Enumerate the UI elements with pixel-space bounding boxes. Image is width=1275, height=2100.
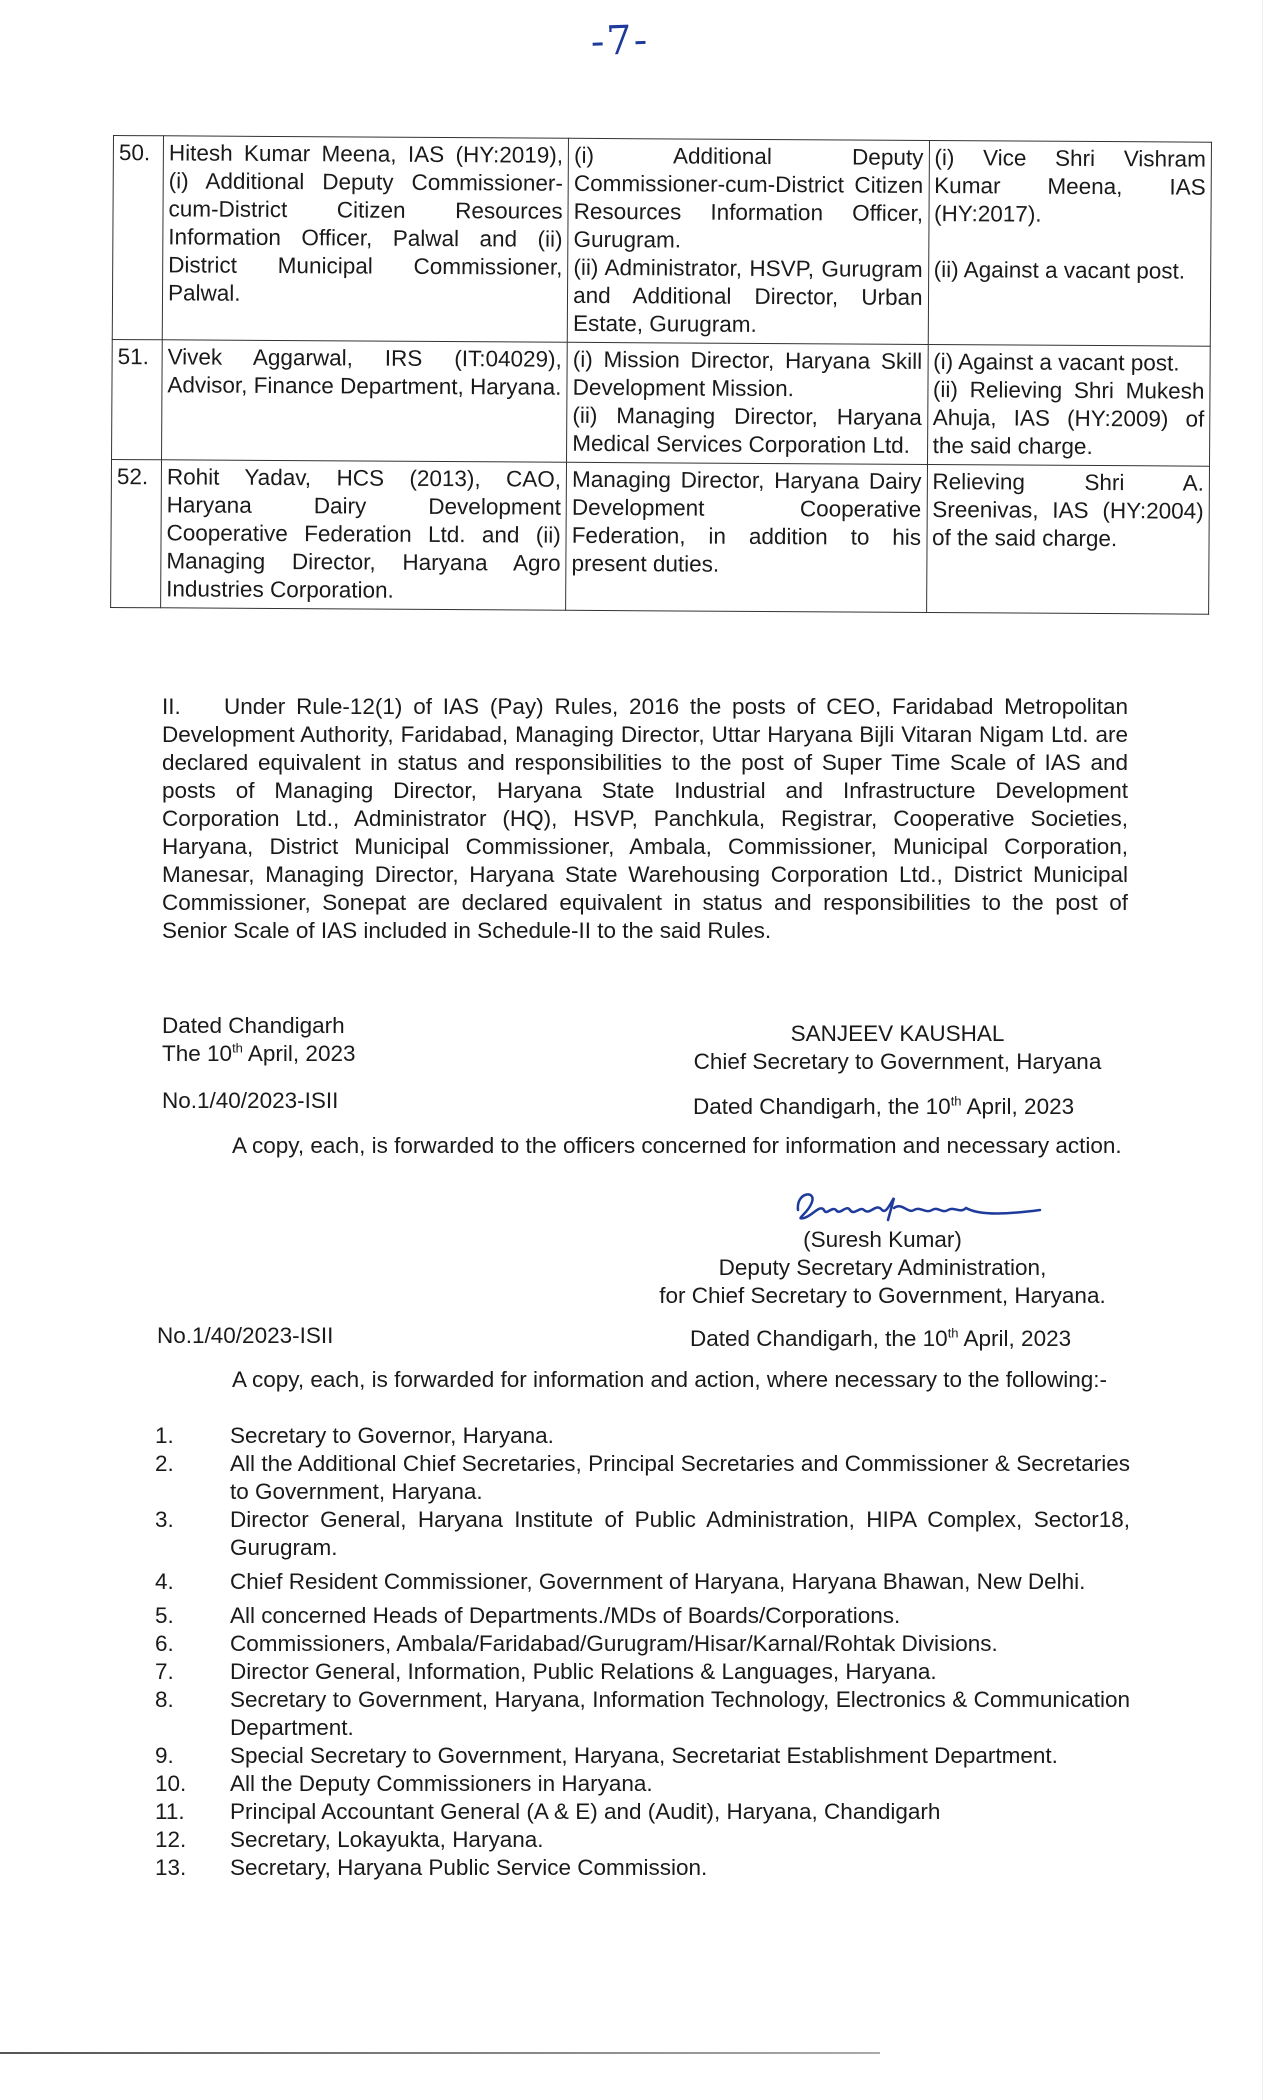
signatory-2-designation-2: for Chief Secretary to Government, Haryana. bbox=[659, 1283, 1106, 1308]
list-item bbox=[155, 1854, 1130, 1882]
list-text: Director General, Information, Public Relations & Languages, Haryana. bbox=[230, 1659, 937, 1684]
table-row bbox=[112, 339, 1211, 466]
list-number: 5. bbox=[155, 1603, 174, 1628]
remarks-cell bbox=[928, 140, 1212, 346]
endorsement-1-date bbox=[693, 1093, 1074, 1121]
signatory-2-designation-1: Deputy Secretary Administration, bbox=[718, 1255, 1047, 1280]
table-row bbox=[111, 459, 1210, 614]
list-number: 13. bbox=[155, 1855, 187, 1880]
serial-number: 52. bbox=[111, 459, 162, 607]
remarks-line: (i) Vice Shri Vishram Kumar Meena, IAS (HY:2017). bbox=[933, 145, 1206, 227]
endorsement-1-text: A copy, each, is forwarded to the officers concerned for information and necessary action. bbox=[232, 1133, 1122, 1158]
endorsement-1-date-prefix: Dated Chandigarh, the 10 bbox=[693, 1094, 951, 1119]
endorsement-1-number: No.1/40/2023-ISII bbox=[162, 1088, 339, 1113]
page-bottom-rule bbox=[0, 2052, 880, 2054]
list-text: Secretary to Government, Haryana, Information Technology, Electronics & Communication Department. bbox=[230, 1687, 1130, 1740]
list-number: 6. bbox=[155, 1631, 174, 1656]
distribution-list bbox=[155, 1422, 1130, 1882]
list-number: 9. bbox=[155, 1743, 174, 1768]
endorsement-2-number: No.1/40/2023-ISII bbox=[157, 1323, 334, 1348]
list-item bbox=[155, 1422, 1130, 1450]
list-number: 12. bbox=[155, 1827, 187, 1852]
list-text: Chief Resident Commissioner, Government of Haryana, Haryana Bhawan, New Delhi. bbox=[230, 1569, 1086, 1594]
posting-cell bbox=[567, 342, 928, 464]
section-ii-text: Under Rule-12(1) of IAS (Pay) Rules, 2016 the posts of CEO, Faridabad Metropolitan Development Authority, Faridabad, Managing Director, Uttar Haryana Bijli Vitaran Nigam Ltd. are declared equivalent in status and responsibilities to the post of Super Time Scale of IAS and posts of Managing Director, Haryana State Industrial and Infrastructure Development Corporation Ltd., Administrator (HQ), HSVP, Panchkula, Registrar, Cooperative Societies, Haryana, District Municipal Commissioner, Ambala, Commissioner, Municipal Corporation, Manesar, Managing Director, Haryana State Warehousing Corporation Ltd., District Municipal Commissioner, Sonepat are declared equivalent in status and responsibilities to the post of Senior Scale of IAS included in Schedule-II to the said Rules. bbox=[162, 694, 1128, 943]
list-text: All concerned Heads of Departments./MDs of Boards/Corporations. bbox=[230, 1603, 901, 1628]
posting-table bbox=[110, 135, 1212, 615]
list-text: Secretary to Governor, Haryana. bbox=[230, 1423, 554, 1448]
list-item bbox=[155, 1658, 1130, 1686]
remarks-cell bbox=[926, 464, 1209, 614]
list-item bbox=[155, 1568, 1130, 1596]
remarks-cell bbox=[927, 344, 1210, 466]
endorsement-2-date-sup: th bbox=[947, 1325, 959, 1341]
remarks-line: Relieving Shri A. Sreenivas, IAS (HY:2004) of the said charge. bbox=[931, 469, 1204, 552]
list-item bbox=[155, 1742, 1130, 1770]
list-number: 7. bbox=[155, 1659, 174, 1684]
signatory-1 bbox=[670, 1020, 1125, 1076]
posting-line: (ii) Administrator, HSVP, Gurugram and Additional Director, Urban Estate, Gurugram. bbox=[572, 254, 923, 337]
list-number: 8. bbox=[155, 1687, 174, 1712]
section-ii-paragraph bbox=[162, 693, 1128, 945]
serial-number: 51. bbox=[112, 339, 163, 459]
list-number: 2. bbox=[155, 1451, 174, 1476]
posting-cell bbox=[567, 138, 929, 344]
list-item bbox=[155, 1826, 1130, 1854]
signatory-1-designation: Chief Secretary to Government, Haryana bbox=[693, 1049, 1102, 1074]
officer-cell: Vivek Aggarwal, IRS (IT:04029), Advisor, Finance Department, Haryana. bbox=[161, 340, 567, 462]
list-item bbox=[155, 1770, 1130, 1798]
officer-cell: Hitesh Kumar Meena, IAS (HY:2019), (i) Additional Deputy Commissioner-cum-District Citizen Resources Information Officer, Palwal and (ii) District Municipal Commissioner, Palwal. bbox=[162, 136, 568, 342]
signatory-1-name: SANJEEV KAUSHAL bbox=[790, 1021, 1005, 1046]
list-text: Secretary, Haryana Public Service Commission. bbox=[230, 1855, 708, 1880]
order-date-sup: th bbox=[232, 1040, 243, 1056]
signature-icon bbox=[790, 1180, 1050, 1230]
order-date bbox=[162, 1040, 355, 1068]
page-edge-divider bbox=[1262, 0, 1263, 2100]
table-row bbox=[112, 136, 1211, 347]
endorsement-1-date-suffix: April, 2023 bbox=[961, 1094, 1075, 1119]
officer-cell: Rohit Yadav, HCS (2013), CAO, Haryana Dairy Development Cooperative Federation Ltd. and (ii) Managing Director, Haryana Agro Industries Corporation. bbox=[161, 460, 567, 610]
remarks-line: (ii) Against a vacant post. bbox=[933, 257, 1186, 284]
remarks-line: (i) Against a vacant post. bbox=[933, 349, 1180, 376]
list-text: Director General, Haryana Institute of Public Administration, HIPA Complex, Sector18, Gurugram. bbox=[230, 1507, 1130, 1560]
endorsement-1-date-sup: th bbox=[950, 1093, 962, 1109]
list-item bbox=[155, 1506, 1130, 1562]
posting-cell bbox=[566, 462, 927, 612]
list-item bbox=[155, 1450, 1130, 1506]
endorsement-2-date-suffix: April, 2023 bbox=[958, 1326, 1072, 1351]
remarks-line: (ii) Relieving Shri Mukesh Ahuja, IAS (HY:2009) of the said charge. bbox=[932, 377, 1205, 459]
list-text: Principal Accountant General (A & E) and (Audit), Haryana, Chandigarh bbox=[230, 1799, 941, 1824]
endorsement-2-text: A copy, each, is forwarded for information and action, where necessary to the following:- bbox=[232, 1367, 1108, 1392]
order-place: Dated Chandigarh bbox=[162, 1013, 345, 1038]
list-number: 10. bbox=[155, 1771, 187, 1796]
posting-line: (i) Additional Deputy Commissioner-cum-District Citizen Resources Information Officer, Gurugram. bbox=[573, 142, 924, 253]
posting-line: Managing Director, Haryana Dairy Development Cooperative Federation, in addition to his present duties. bbox=[571, 466, 922, 577]
signatory-2 bbox=[640, 1226, 1125, 1310]
page-number: -7- bbox=[589, 16, 651, 66]
section-label: II. bbox=[162, 694, 181, 719]
posting-line: (i) Mission Director, Haryana Skill Development Mission. bbox=[572, 346, 923, 402]
list-number: 11. bbox=[155, 1799, 185, 1824]
list-item bbox=[155, 1798, 1130, 1826]
list-number: 3. bbox=[155, 1507, 174, 1532]
list-text: Secretary, Lokayukta, Haryana. bbox=[230, 1827, 544, 1852]
serial-number: 50. bbox=[112, 136, 163, 340]
list-item bbox=[155, 1602, 1130, 1630]
list-text: All the Additional Chief Secretaries, Principal Secretaries and Commissioner & Secretaries to Government, Haryana. bbox=[230, 1451, 1130, 1504]
signatory-2-name: (Suresh Kumar) bbox=[803, 1227, 962, 1252]
list-text: All the Deputy Commissioners in Haryana. bbox=[230, 1771, 653, 1796]
order-date-prefix: The 10 bbox=[162, 1041, 233, 1066]
list-number: 1. bbox=[155, 1423, 174, 1448]
list-text: Commissioners, Ambala/Faridabad/Gurugram/Hisar/Karnal/Rohtak Divisions. bbox=[230, 1631, 998, 1656]
posting-line: (ii) Managing Director, Haryana Medical Services Corporation Ltd. bbox=[572, 402, 922, 458]
list-text: Special Secretary to Government, Haryana, Secretariat Establishment Department. bbox=[230, 1743, 1058, 1768]
list-item bbox=[155, 1630, 1130, 1658]
order-date-suffix: April, 2023 bbox=[242, 1041, 356, 1066]
endorsement-2-date-prefix: Dated Chandigarh, the 10 bbox=[690, 1326, 948, 1351]
endorsement-2-date bbox=[690, 1325, 1071, 1353]
list-number: 4. bbox=[155, 1569, 174, 1594]
list-item bbox=[155, 1686, 1130, 1742]
